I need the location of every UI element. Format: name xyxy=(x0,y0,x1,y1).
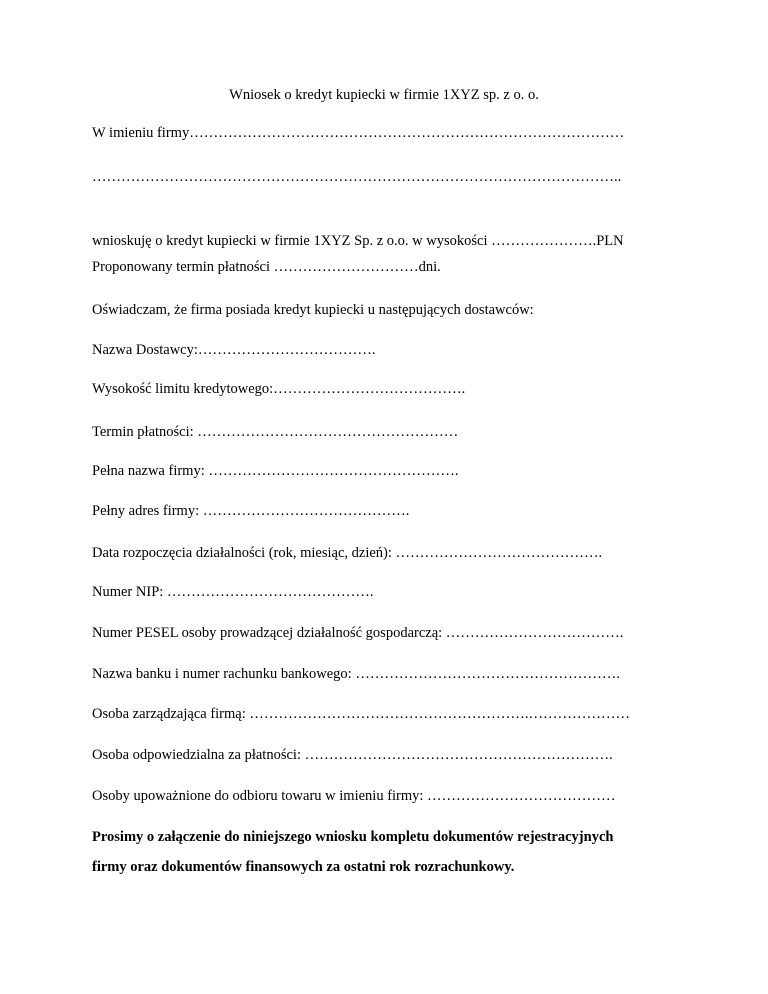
authorized-persons-line: Osoby upoważnione do odbioru towaru w imieniu firmy: ………………………………… xyxy=(92,788,616,804)
supplier-name-line: Nazwa Dostawcy:………………………………. xyxy=(92,342,376,358)
full-company-name-line: Pełna nazwa firmy: ……………………………………………. xyxy=(92,463,459,479)
proposed-term-line: Proponowany termin płatności …………………………dni. xyxy=(92,259,441,275)
nip-line: Numer NIP: ……………………………………. xyxy=(92,584,374,600)
company-manager-line: Osoba zarządzająca firmą: ………………………………………………….………………… xyxy=(92,706,631,722)
document-title: Wniosek o kredyt kupiecki w firmie 1XYZ sp. z o. o. xyxy=(229,87,539,103)
declaration-line: Oświadczam, że firma posiada kredyt kupiecki u następujących dostawców: xyxy=(92,302,534,318)
payment-term-line: Termin płatności: ……………………………………………… xyxy=(92,424,459,440)
bank-account-line: Nazwa banku i numer rachunku bankowego: ………………………………………………. xyxy=(92,666,620,682)
closing-note-line-1: Prosimy o załączenie do niniejszego wniosku kompletu dokumentów rejestracyjnych xyxy=(92,829,614,845)
payment-responsible-line: Osoba odpowiedzialna za płatności: ………………………………………………………. xyxy=(92,747,613,763)
closing-note-line-2: firmy oraz dokumentów finansowych za ostatni rok rozrachunkowy. xyxy=(92,859,515,875)
company-name-line: W imieniu firmy……………………………………………………………………………… xyxy=(92,125,625,141)
credit-request-line: wnioskuję o kredyt kupiecki w firmie 1XYZ Sp. z o.o. w wysokości ………………….PLN xyxy=(92,233,624,249)
credit-limit-line: Wysokość limitu kredytowego:…………………………………. xyxy=(92,381,466,397)
pesel-line: Numer PESEL osoby prowadzącej działalność gospodarczą: ………………………………. xyxy=(92,625,624,641)
start-date-line: Data rozpoczęcia działalności (rok, miesiąc, dzień): ……………………………………. xyxy=(92,545,603,561)
company-name-continuation-line: ……………………………………………………………………………………………….. xyxy=(92,169,622,185)
full-company-address-line: Pełny adres firmy: ……………………………………. xyxy=(92,503,410,519)
